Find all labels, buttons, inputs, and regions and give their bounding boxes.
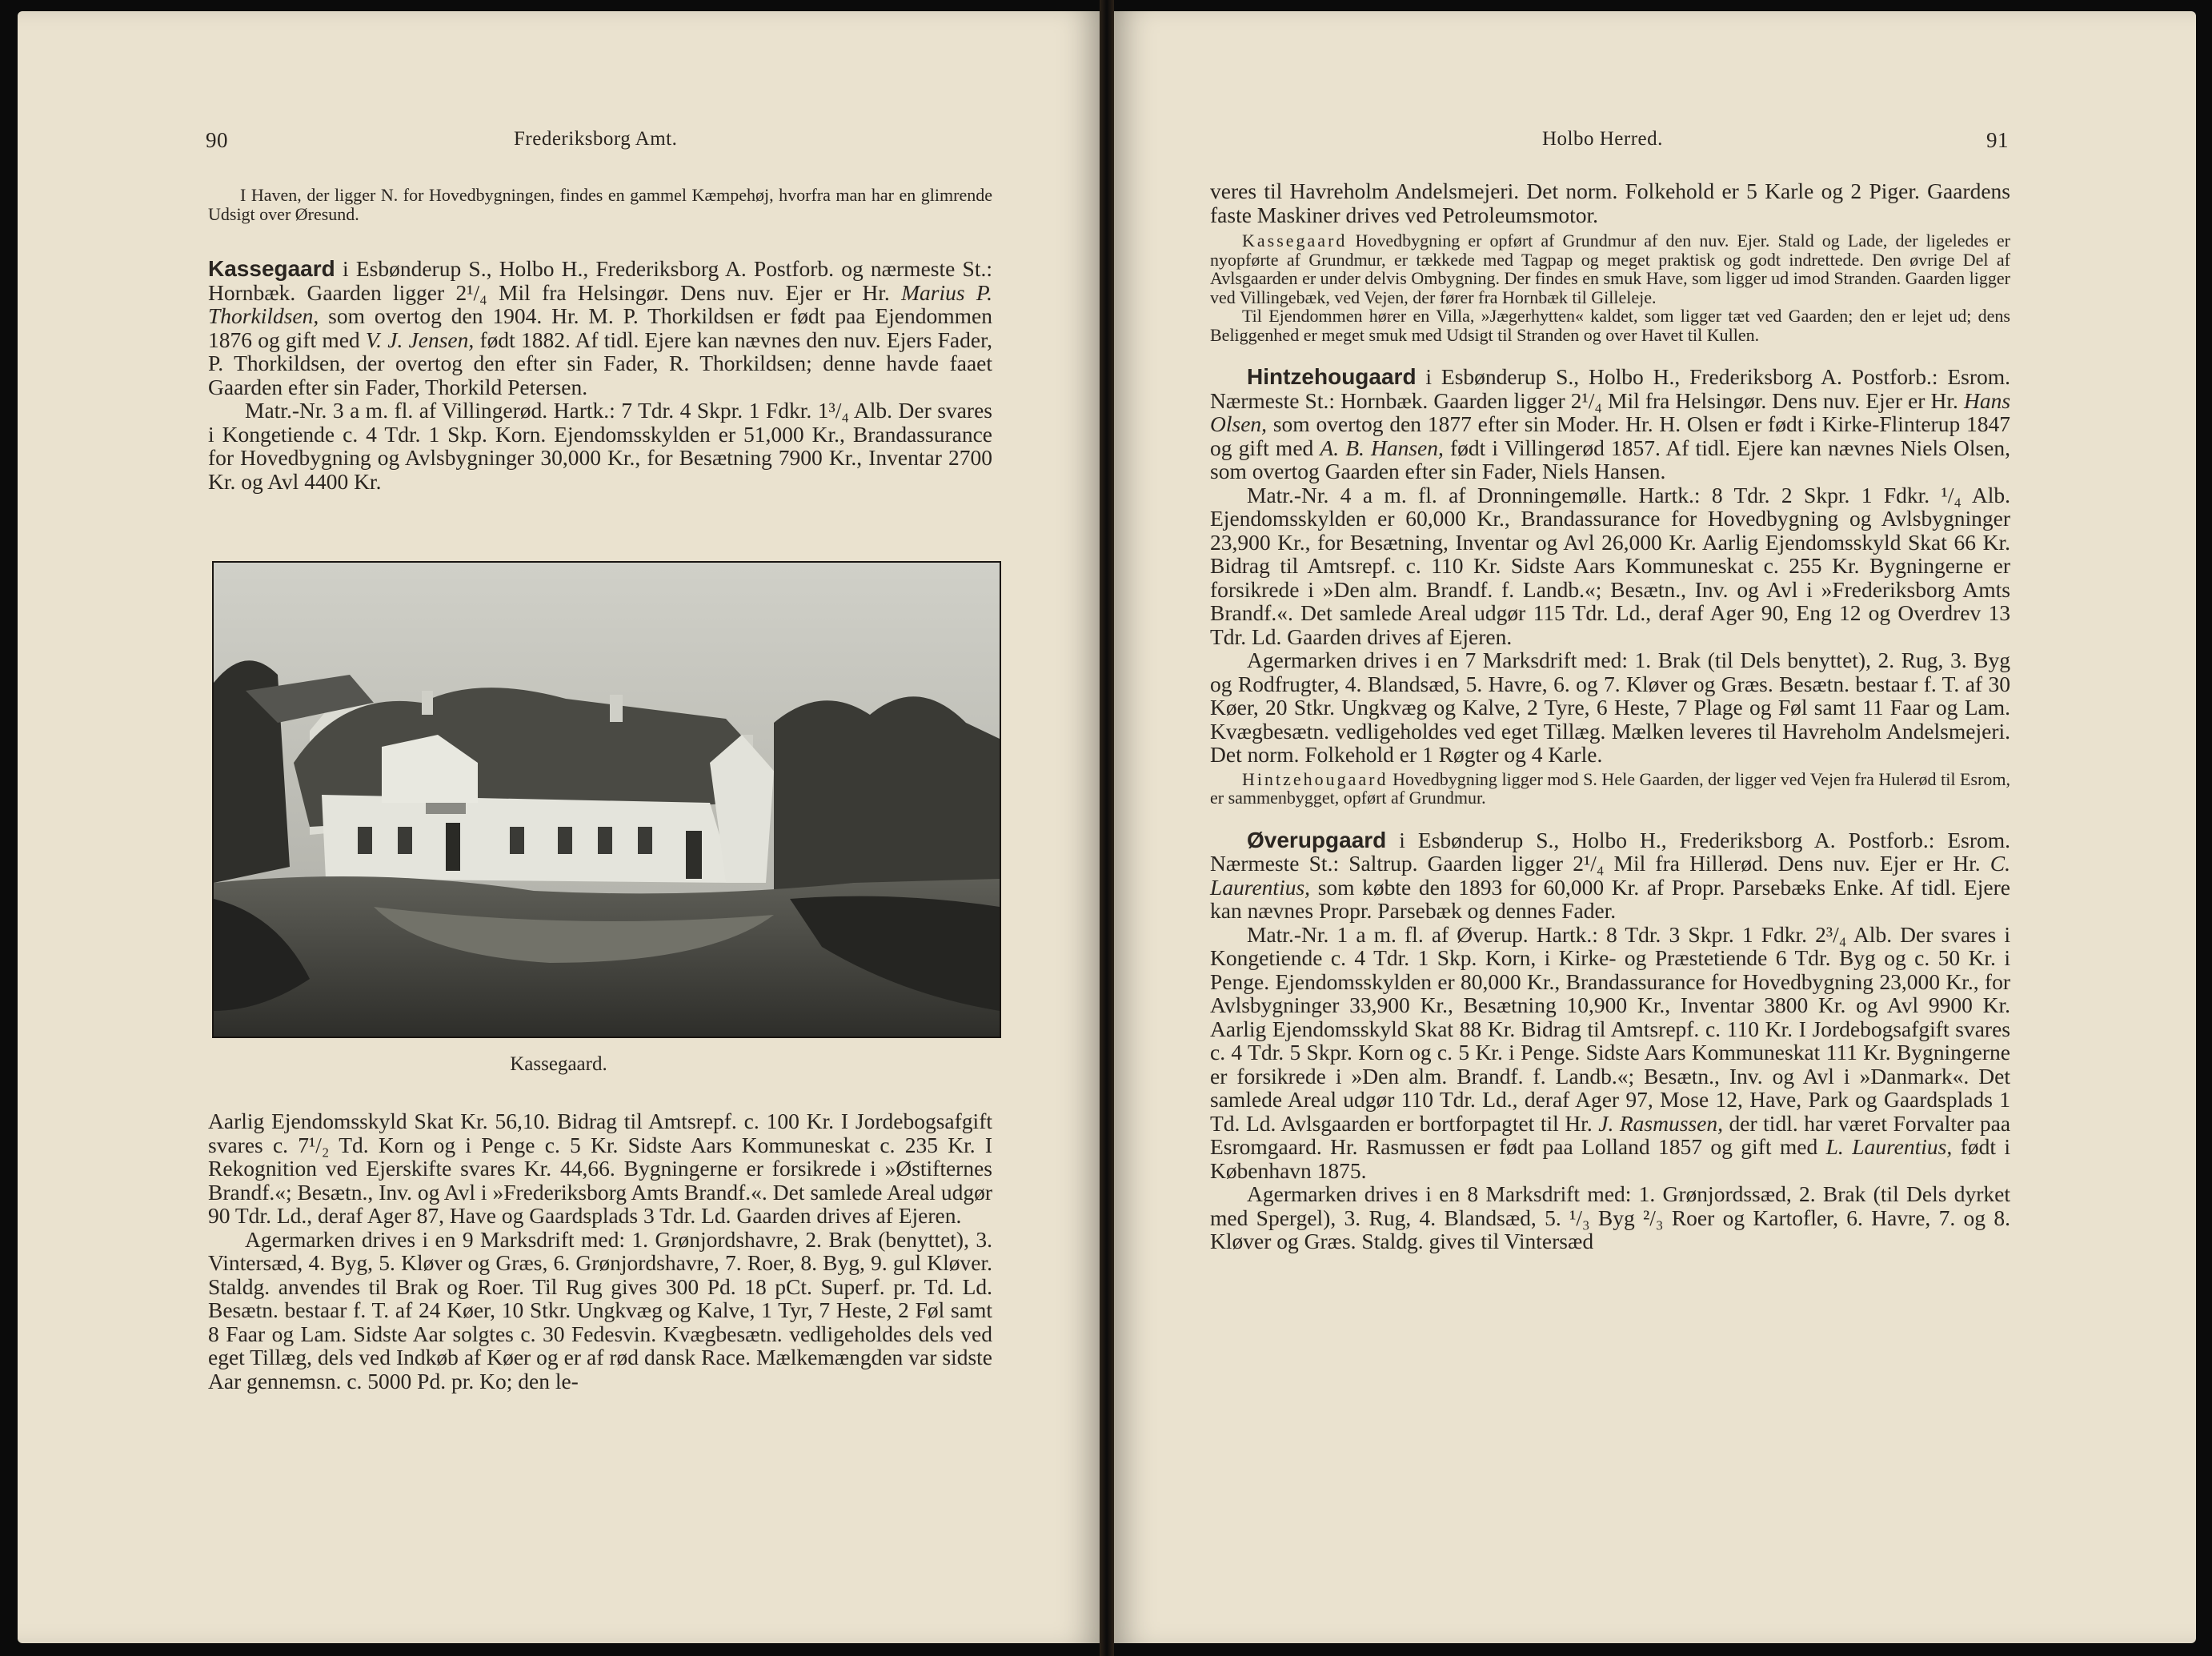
kassegaard-photo: [212, 561, 1001, 1038]
hintzehougaard-entry: Hintzehougaard i Esbønderup S., Holbo H., Frederiksborg A. Postforb.: Esrom. Nærmeste St.: Hornbæk. Gaarden ligger 2¹/₄ Mil fra Helsingør. Dens nuv. Ejer er Hr. Hans Olsen, som overtog den 1877 efter sin Moder. Hr. H. Olsen er født i Kirke-Flinterup 1847 og gift med A. B. Hansen, født i Villingerød 1857. Af tidl. Ejere kan nævnes Niels Olsen, som overtog Gaarden efter sin Fader, Niels Hansen.: [1210, 364, 2011, 483]
kassegaard-entry: Kassegaard i Esbønderup S., Holbo H., Frederiksborg A. Postforb. og nærmeste St.: Hornbæk. Gaarden ligger 2¹/₄ Mil fra Helsingør. Dens nuv. Ejer er Hr. Marius P. Thorkildsen, som overtog den 1904. Hr. M. P. Thorkildsen er født paa Ejendommen 1876 og gift med V. J. Jensen, født 1882. Af tidl. Ejere kan nævnes den nuv. Ejers Fader, P. Thorkildsen, der overtog den efter sin Fader, R. Thorkildsen; denne havde faaet Gaarden efter sin Fader, Thorkild Petersen. Matr.-Nr. 3 a m. fl. af Villingerød. Hartk.: 7 Tdr. 4 Skpr. 1 Fdkr. 1³/₄ Alb. Der svares i Kongetiende c. 4 Tdr. 1 Skp. Korn. Ejendomsskylden er 51,000 Kr., Brandassurance for Hovedbygning og Avlsbygninger 30,000 Kr., for Besætning 7900 Kr., Inventar 2700 Kr. og Avl 4400 Kr.: [208, 256, 992, 494]
intro-note: I Haven, der ligger N. for Hovedbygningen, findes en gammel Kæmpehøj, hvorfra man har en glimrende Udsigt over Øresund.: [208, 185, 992, 224]
running-title-right: Holbo Herred.: [1542, 128, 1663, 150]
page-number-left: 90: [206, 128, 228, 152]
entry-title-hintzehougaard: Hintzehougaard: [1247, 364, 1417, 389]
kassegaard-continued: Aarlig Ejendomsskyld Skat Kr. 56,10. Bidrag til Amtsrepf. c. 100 Kr. I Jordebogsafgift svares c. 7¹/₂ Td. Korn og i Penge c. 5 Kr. Sidste Aars Kommuneskat c. 235 Kr. I Rekognition ved Ejerskifte svares Kr. 44,66. Bygningerne er forsikrede i »Østifternes Brandf.«; Besætn., Inv. og Avl i »Frederiksborg Amts Brandf.«. Det samlede Areal udgør 90 Tdr. Ld., deraf Ager 87, Have og Gaardsplads 3 Tdr. Ld. Gaarden drives af Ejeren. Agermarken drives i en 9 Marksdrift med: 1. Grønjordshavre, 2. Brak (benyttet), 3. Vintersæd, 4. Byg, 5. Kløver og Græs, 6. Grønjordshavre, 7. Roer, 8. Byg, 9. gul Kløver. Staldg. anvendes til Brak og Roer. Til Rug gives 300 Pd. 18 pCt. Superf. pr. Td. Ld. Besætn. bestaar f. T. af 24 Køer, 10 Stkr. Ungkvæg og Kalve, 1 Tyr, 7 Heste, 2 Føl samt 8 Faar og Lam. Sidste Aar solgtes c. 30 Fedesvin. Kvægbesætn. vedligeholdes dels ved eget Tillæg, dels ved Indkøb af Køer og er af rød dansk Race. Mælkemængden var sidste Aar gennemsn. c. 5000 Pd. pr. Ko; den le-: [208, 1109, 992, 1393]
right-column: veres til Havreholm Andelsmejeri. Det norm. Folkehold er 5 Karle og 2 Piger. Gaardens faste Maskiner drives ved Petroleumsmotor. Kassegaard Hovedbygning er opført af Grundmur af den nuv. Ejer. Stald og Lade, der ligeledes er nyopførte af Grundmur, er tækkede med Tagpap og meget praktisk og godt indrettede. Den øvrige Del af Avlsgaarden er under delvis Ombygning. Der findes en smuk Have, som ligger ud imod Stranden. Gaarden ligger ved Villingebæk, ved Vejen, der fører fra Hornbæk til Gilleleje. Til Ejendommen hører en Villa, »Jægerhytten« kaldet, som ligger tæt ved Gaarden; den er lejet ud; dens Beliggenhed er meget smuk med Udsigt til Stranden og over Havet til Kullen. Hintzehougaard i Esbønderup S., Holbo H., Frederiksborg A. Postforb.: Esrom. Nærmeste St.: Hornbæk. Gaarden ligger 2¹/₄ Mil fra Helsingør. Dens nuv. Ejer er Hr. Hans Olsen, som overtog den 1877 efter sin Moder. Hr. H. Olsen er født i Kirke-Flinterup 1847 og gift med A. B. Hansen, født i Villingerød 1857. Af tidl. Ejere kan nævnes Niels Olsen, som overtog Gaarden efter sin Fader, Niels Hansen. Matr.-Nr. 4 a m. fl. af Dronningemølle. Hartk.: 8 Tdr. 2 Skpr. 1 Fdkr. ¹/₄ Alb. Ejendomsskylden er 60,000 Kr., Brandassurance for Hovedbygning og Avlsbygninger 23,900 Kr., for Besætning, Inventar og Avl 26,000 Kr. Aarlig Ejendomsskyld Skat 66 Kr. Bidrag til Amtsrepf. c. 110 Kr. Sidste Aars Kommuneskat c. 255 Kr. Bygningerne er forsikrede i »Den alm. Brandf. f. Landb.«; Besætn., Inv. og Avl i »Frederiksborg Amts Brandf.«. Det samlede Areal udgør 115 Tdr. Ld., deraf Ager 90, Eng 12 og Overdrev 13 Tdr. Ld. Gaarden drives af Ejeren. Agermarken drives i en 7 Marksdrift med: 1. Brak (til Dels benyttet), 2. Rug, 3. Byg og Rodfrugter, 4. Blandsæd, 5. Havre, 6. og 7. Kløver og Græs. Besætn. bestaar f. T. af 30 Køer, 20 Stkr. Ungkvæg og Kalve, 2 Tyre, 6 Heste, 7 Plage og Føl samt 11 Faar og Lam. Kvægbesætn. vedligeholdes ved eget Tillæg. Mælken leveres til Havreholm Andelsmejeri. Det norm. Folkehold er 1 Røgter og 4 Karle. Hintzehougaard Hovedbygning ligger mod S. Hele Gaarden, der ligger ved Vejen fra Hulerød til Esrom, er sammenbygget, opført af Grundmur. Øverupgaard i Esbønderup S., Holbo H., Frederiksborg A. Postforb.: Esrom. Nærmeste St.: Saltrup. Gaarden ligger 2¹/₄ Mil fra Hillerød. Dens nuv. Ejer er Hr. C. Laurentius, som købte den 1893 for 60,000 Kr. af Propr. Parsebæks Enke. Af tidl. Ejere kan nævnes Propr. Parsebæk og dennes Fader. Matr.-Nr. 1 a m. fl. af Øverup. Hartk.: 8 Tdr. 3 Skpr. 1 Fdkr. 2³/₄ Alb. Der svares i Kongetiende c. 4 Tdr. 1 Skp. Korn, i Kirke- og Præstetiende 6 Tdr. Byg og c. 50 Kr. i Penge. Ejendomsskylden er 80,000 Kr., Brandassurance for Hovedbygning 23,000 Kr., for Avlsbygninger 33,900 Kr., Besætning 10,900 Kr., Inventar 3800 Kr. og Avl 9900 Kr. Aarlig Ejendomsskyld Skat 88 Kr. Bidrag til Amtsrepf. c. 110 Kr. I Jordebogsafgift svares c. 4 Tdr. 5 Skpr. Korn og c. 5 Kr. i Penge. Sidste Aars Kommuneskat 111 Kr. Bygningerne er forsikrede i »Den alm. Brandf. f. Landb.«; Besætn., Inv. og Avl i »Danmark«. Det samlede Areal udgør 110 Tdr. Ld., deraf Ager 97, Mose 12, Have, Park og Gaardsplads 1 Td. Ld. Avlsgaarden er bortforpagtet til Hr. J. Rasmussen, der tidl. har været Forvalter paa Esromgaard. Hr. Rasmussen er født paa Lolland 1857 og gift med L. Laurentius, født i København 1875. Agermarken drives i en 8 Marksdrift med: 1. Grønjordssæd, 2. Brak (til Dels dyrket med Spergel), 3. Rug, 4. Blandsæd, 5. ¹/₃ Byg ²/₃ Roer og Kartofler, 6. Havre, 7. og 8. Kløver og Græs. Staldg. gives til Vintersæd: [1210, 178, 2011, 1253]
photo-caption: Kassegaard.: [510, 1053, 607, 1075]
entry-title-kassegaard: Kassegaard: [208, 256, 335, 281]
kassegaard-notes: Kassegaard Hovedbygning er opført af Grundmur af den nuv. Ejer. Stald og Lade, der ligeledes er nyopførte af Grundmur, er tækkede med Tagpap og meget praktisk og godt indrettede. Den øvrige Del af Avlsgaarden er under delvis Ombygning. Der findes en smuk Have, som ligger ud imod Stranden. Gaarden ligger ved Villingebæk, ved Vejen, der fører fra Hornbæk til Gilleleje. Til Ejendommen hører en Villa, »Jægerhytten« kaldet, som ligger tæt ved Gaarden; den er lejet ud; dens Beliggenhed er meget smuk med Udsigt til Stranden og over Havet til Kullen.: [1210, 231, 2010, 345]
book-spine: [1100, 0, 1114, 1656]
farmhouse-illustration: [214, 563, 1000, 1037]
overupgaard-entry: Øverupgaard i Esbønderup S., Holbo H., Frederiksborg A. Postforb.: Esrom. Nærmeste St.: Saltrup. Gaarden ligger 2¹/₄ Mil fra Hillerød. Dens nuv. Ejer er Hr. C. Laurentius, som købte den 1893 for 60,000 Kr. af Propr. Parsebæks Enke. Af tidl. Ejere kan nævnes Propr. Parsebæk og dennes Fader.: [1210, 827, 2011, 923]
entry-title-overupgaard: Øverupgaard: [1247, 827, 1387, 852]
left-page: [18, 11, 1100, 1643]
right-page: [1114, 11, 2196, 1643]
running-title-left: Frederiksborg Amt.: [514, 128, 678, 150]
hintzehougaard-note: Hintzehougaard Hovedbygning ligger mod S. Hele Gaarden, der ligger ved Vejen fra Hulerød til Esrom, er sammenbygget, opført af Grundmur.: [1210, 768, 2010, 808]
page-number-right: 91: [1986, 128, 2009, 152]
